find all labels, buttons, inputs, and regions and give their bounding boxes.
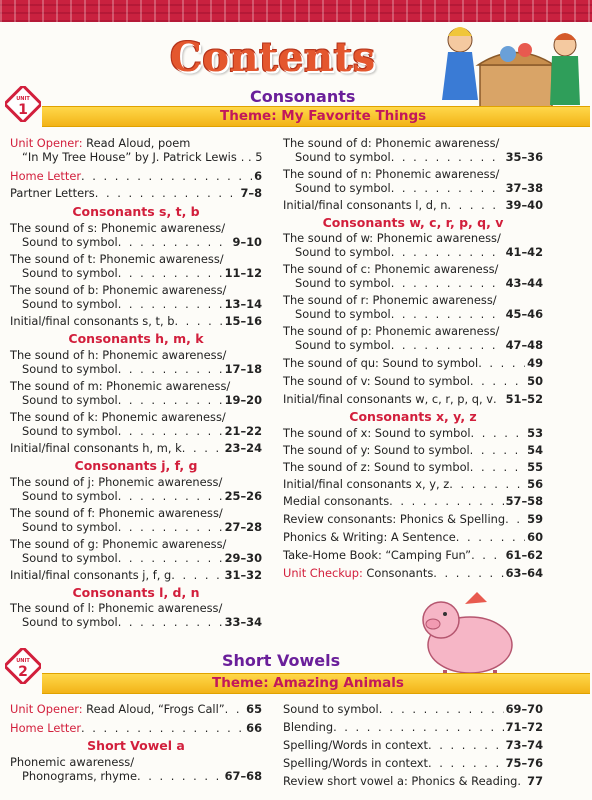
pig-illustration — [405, 590, 535, 680]
toc-entry: The sound of qu: Sound to symbol . . . 49 — [283, 356, 543, 370]
toc-entry: The sound of s: Phonemic awareness/ Sound to symbol . . . 9–10 — [10, 221, 262, 249]
section-heading: Consonants w, c, r, p, q, v — [322, 215, 504, 230]
toc-entry: Initial/final consonants h, m, k . . . 23–24 — [10, 441, 262, 455]
toc-entry: Unit Opener: Read Aloud, “Frogs Call” . . . 65 — [10, 702, 262, 716]
unit-1-title: Consonants — [250, 87, 356, 106]
toc-entry: Spelling/Words in context . . . 75–76 — [283, 756, 543, 770]
section-heading: Consonants s, t, b — [72, 204, 200, 219]
toc-entry: Sound to symbol . . . 69–70 — [283, 702, 543, 716]
toc-entry: The sound of k: Phonemic awareness/ Sound to symbol . . . 21–22 — [10, 410, 262, 438]
toc-entry: Spelling/Words in context . . . 73–74 — [283, 738, 543, 752]
toc-entry: Initial/final consonants x, y, z . . . 56 — [283, 477, 543, 491]
toc-entry: The sound of h: Phonemic awareness/ Sound to symbol . . . 17–18 — [10, 348, 262, 376]
toc-entry: Review consonants: Phonics & Spelling . . . 59 — [283, 512, 543, 526]
toc-entry: The sound of w: Phonemic awareness/ Sound to symbol . . . 41–42 — [283, 231, 543, 259]
toc-entry: The sound of m: Phonemic awareness/ Sound to symbol . . . 19–20 — [10, 379, 262, 407]
toc-entry: The sound of x: Sound to symbol . . . 53 — [283, 426, 543, 440]
section-heading: Consonants x, y, z — [349, 409, 477, 424]
toc-entry: The sound of y: Sound to symbol . . . 54 — [283, 443, 543, 457]
toc-entry: Initial/final consonants s, t, b . . . 15–16 — [10, 314, 262, 328]
unit-1-word: UNIT — [16, 96, 30, 102]
section-heading: Consonants h, m, k — [68, 331, 204, 346]
toc-entry: Unit Opener: Read Aloud, poem “In My Tree House” by J. Patrick Lewis . . 5 — [10, 136, 263, 164]
unit-1-badge — [5, 86, 41, 122]
toc-entry: Review short vowel a: Phonics & Reading . . . 77 — [283, 774, 543, 788]
unit-1-theme: Theme: My Favorite Things — [220, 108, 427, 124]
unit-2-number: 2 — [18, 664, 28, 680]
toc-entry: The sound of f: Phonemic awareness/ Sound to symbol . . . 27–28 — [10, 506, 262, 534]
unit-2-word: UNIT — [16, 658, 30, 664]
toc-entry: The sound of d: Phonemic awareness/ Sound to symbol . . . 35–36 — [283, 136, 543, 164]
unit-2-badge — [5, 648, 41, 684]
toc-entry: The sound of b: Phonemic awareness/ Sound to symbol . . . 13–14 — [10, 283, 262, 311]
toc-entry: Initial/final consonants l, d, n . . . 39–40 — [283, 198, 543, 212]
toc-entry: Medial consonants . . . 57–58 — [283, 494, 543, 508]
unit-2-title: Short Vowels — [222, 651, 341, 670]
toc-entry: Phonemic awareness/ Phonograms, rhyme . . . 67–68 — [10, 755, 262, 783]
toc-entry: The sound of n: Phonemic awareness/ Sound to symbol . . . 37–38 — [283, 167, 543, 195]
toc-entry: The sound of z: Sound to symbol . . . 55 — [283, 460, 543, 474]
unit-1-number: 1 — [18, 102, 28, 118]
toc-entry: Phonics & Writing: A Sentence . . . 60 — [283, 530, 543, 544]
section-heading: Short Vowel a — [87, 738, 185, 753]
children-chest-illustration — [430, 10, 590, 120]
toc-entry: The sound of r: Phonemic awareness/ Sound to symbol . . . 45–46 — [283, 293, 543, 321]
section-heading: Consonants l, d, n — [72, 585, 200, 600]
toc-entry: The sound of g: Phonemic awareness/ Sound to symbol . . . 29–30 — [10, 537, 262, 565]
toc-entry: Partner Letters . . . 7–8 — [10, 186, 262, 200]
toc-entry: Initial/final consonants j, f, g . . . 31–32 — [10, 568, 262, 582]
section-heading: Consonants j, f, g — [74, 458, 198, 473]
toc-entry: The sound of j: Phonemic awareness/ Sound to symbol . . . 25–26 — [10, 475, 262, 503]
toc-entry: The sound of t: Phonemic awareness/ Sound to symbol . . . 11–12 — [10, 252, 262, 280]
unit-2-theme: Theme: Amazing Animals — [212, 675, 404, 691]
toc-entry: The sound of l: Phonemic awareness/ Sound to symbol . . . 33–34 — [10, 601, 262, 629]
toc-entry: Take-Home Book: “Camping Fun” . . . 61–62 — [283, 548, 543, 562]
toc-entry: Home Letter . . . 66 — [10, 721, 262, 735]
page-title: Contents — [170, 34, 376, 81]
toc-entry: Initial/final consonants w, c, r, p, q, v . . . 51–52 — [283, 392, 543, 406]
toc-entry: The sound of c: Phonemic awareness/ Sound to symbol . . . 43–44 — [283, 262, 543, 290]
toc-entry: Unit Checkup: Consonants . . . 63–64 — [283, 566, 543, 580]
toc-entry: Home Letter . . . 6 — [10, 169, 262, 183]
toc-entry: The sound of v: Sound to symbol . . . 50 — [283, 374, 543, 388]
toc-entry: Blending . . . 71–72 — [283, 720, 543, 734]
toc-entry: The sound of p: Phonemic awareness/ Sound to symbol . . . 47–48 — [283, 324, 543, 352]
